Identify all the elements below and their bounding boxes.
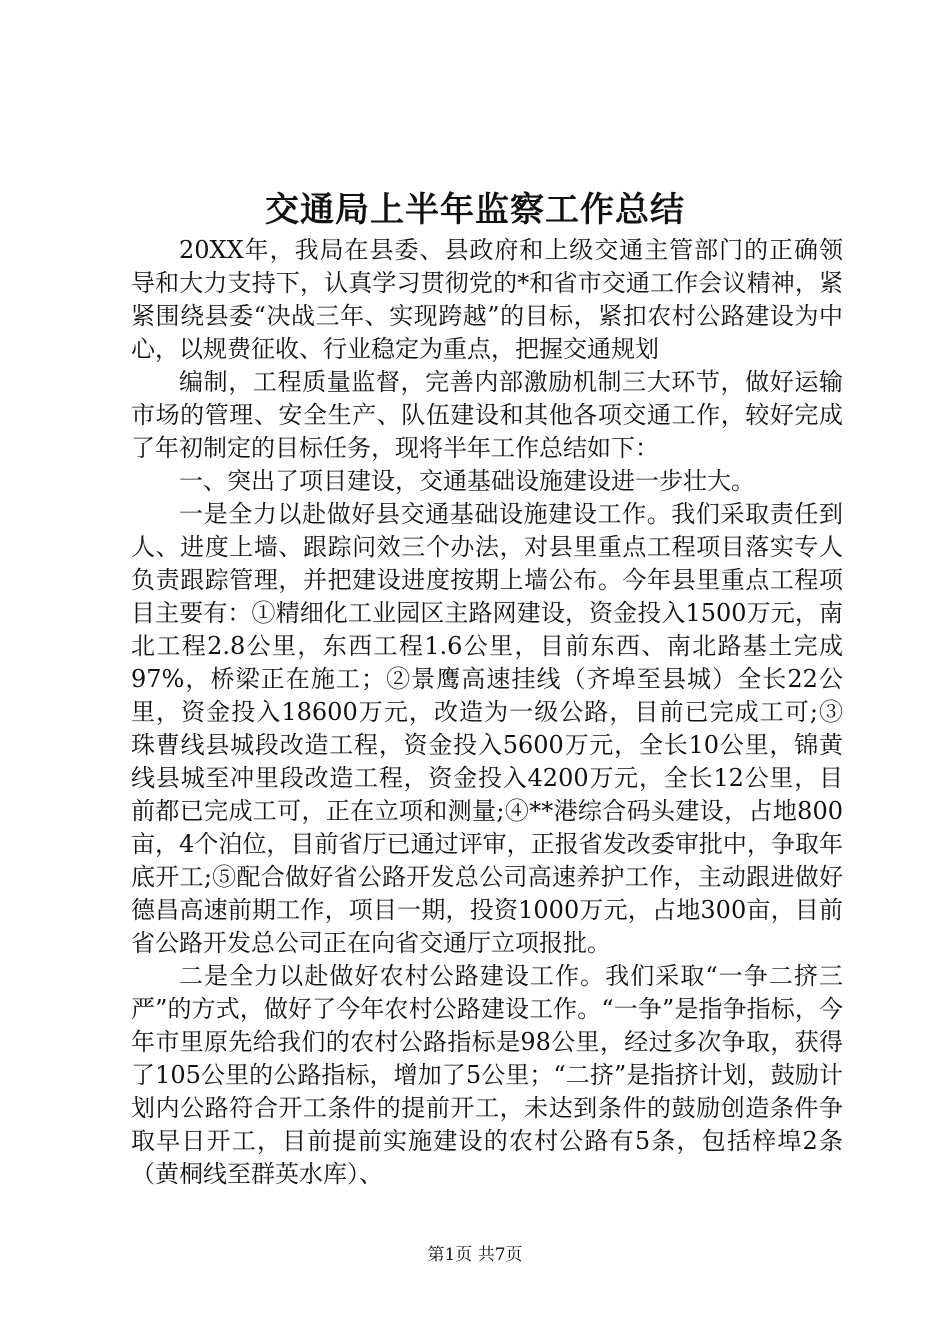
document-title: 交通局上半年监察工作总结: [265, 190, 685, 230]
document-body: [131, 234, 843, 1191]
page-footer: 第1页 共7页: [427, 1245, 523, 1265]
paragraph-infrastructure: 一是全力以赴做好县交通基础设施建设工作。我们采取责任到人、进度上墙、跟踪问效三个办法，对县里重点工程项目落实专人负责跟踪管理，并把建设进度按期上墙公布。今年县里重点工程项目主要有：①精细化工业园区主路网建设，资金投入1500万元，南北工程2.8公里，东西工程1.6公里，目前东西、南北路基土完成97%，桥梁正在施工；②景鹰高速挂线（齐埠至县城）全长22公里，资金投入18600万元，改造为一级公路，目前已完成工可;③ 珠曹线县城段改造工程，资金投入5600万元，全长10公里，锦黄线县城至冲里段改造工程，资金投入4200万元，全长12公里，目前都已完成工可，正在立项和测量;④**港综合码头建设，占地800亩，4个泊位，目前省厅已通过评审，正报省发改委审批中，争取年底开工;⑤配合做好省公路开发总公司高速养护工作，主动跟进做好德昌高速前期工作，项目一期，投资1000万元，占地300亩，目前省公路开发总公司正在向省交通厅立项报批。: [131, 500, 843, 957]
paragraph-intro-continued: 编制，工程质量监督，完善内部激励机制三大环节，做好运输市场的管理、安全生产、队伍建设和其他各项交通工作，较好完成了年初制定的目标任务，现将半年工作总结如下：: [131, 368, 843, 462]
paragraph-intro: 20XX年，我局在县委、县政府和上级交通主管部门的正确领导和大力支持下，认真学习贯彻党的*和省市交通工作会议精神，紧紧围绕县委“决战三年、实现跨越”的目标，紧扣农村公路建设为中心，以规费征收、行业稳定为重点，把握交通规划: [131, 236, 843, 363]
section-heading-1: 一、突出了项目建设，交通基础设施建设进一步壮大。: [179, 467, 755, 495]
paragraph-rural-roads: 二是全力以赴做好农村公路建设工作。我们采取“一争二挤三严”的方式，做好了今年农村公路建设工作。“一争”是指争指标，今年市里原先给我们的农村公路指标是98公里，经过多次争取，获得了105公里的公路指标，增加了5公里；“二挤”是指挤计划，鼓励计划内公路符合开工条件的提前开工，未达到条件的鼓励创造条件争取早日开工，目前提前实施建设的农村公路有5条，包括梓埠2条（黄桐线至群英水库）、: [131, 962, 843, 1188]
